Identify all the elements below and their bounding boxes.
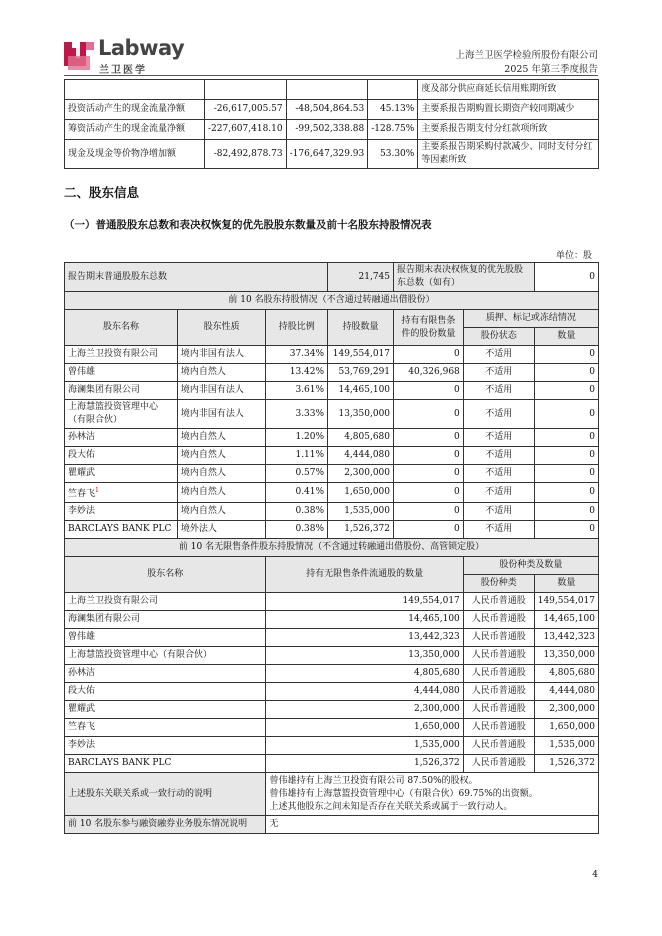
cash-top-note: 度及部分供应商延长信用账期所致	[418, 80, 599, 100]
page-number: 4	[592, 870, 598, 880]
holder-nature: 境内自然人	[177, 447, 266, 465]
col-restricted: 持有有限售条件的股份数量	[394, 310, 464, 346]
table-row	[65, 593, 599, 611]
holder-qty: 14,465,100	[328, 382, 394, 400]
table-row	[65, 816, 599, 834]
margin-value: 无	[266, 816, 599, 834]
table-row	[65, 292, 599, 310]
holder-count: 0	[534, 447, 598, 465]
unres-count: 4,444,080	[534, 683, 598, 701]
holder-nature: 境内自然人	[177, 364, 266, 382]
table-row	[65, 364, 599, 382]
holder-name: 段大佑	[65, 447, 178, 465]
cash-reason: 主要系报告期支付分红款项所致	[418, 120, 599, 140]
unres-count: 1,535,000	[534, 737, 598, 755]
table-row	[65, 503, 599, 521]
holder-qty: 149,554,017	[328, 346, 394, 364]
labway-logo-mark-icon	[64, 38, 94, 70]
unres-name: 李妙法	[65, 737, 266, 755]
cash-item: 现金及现金等价物净增加额	[65, 140, 205, 169]
col-ratio: 持股比例	[266, 310, 328, 346]
holder-ratio: 37.34%	[266, 346, 328, 364]
holder-name: 上海兰卫投资有限公司	[65, 346, 178, 364]
holder-restricted: 40,326,968	[394, 364, 464, 382]
relation-line: 曾伟雄持有上海慧篮投资管理中心（有限合伙）69.75%的出资额。	[269, 788, 538, 799]
unres-count: 13,350,000	[534, 647, 598, 665]
holder-status: 不适用	[463, 447, 534, 465]
unres-name: 曾伟雄	[65, 629, 266, 647]
holder-status: 不适用	[463, 521, 534, 539]
cash-prior: -48,504,864.53	[286, 100, 368, 120]
unrestricted-body	[65, 593, 599, 773]
holder-count: 0	[534, 429, 598, 447]
holder-nature: 境内自然人	[177, 483, 266, 503]
cash-current: -26,617,005.57	[205, 100, 287, 120]
holder-name: 竺春飞$^1$	[65, 483, 178, 503]
relation-text	[266, 773, 599, 816]
relation-line: 上述其他股东之间未知是否存在关联关系或属于一致行动人。	[269, 801, 513, 812]
unres-name: 竺春飞	[65, 719, 266, 737]
holder-name: BARCLAYS BANK PLC	[65, 521, 178, 539]
footnote-mark: 1	[95, 487, 99, 494]
table-row	[65, 447, 599, 465]
holder-name: 瞿耀武	[65, 465, 178, 483]
ucol-kind: 股份种类	[463, 575, 534, 593]
unres-count: 14,465,100	[534, 611, 598, 629]
unres-count: 149,554,017	[534, 593, 598, 611]
holder-status: 不适用	[463, 483, 534, 503]
table-row	[65, 382, 599, 400]
holder-nature: 境内自然人	[177, 465, 266, 483]
relation-label: 上述股东关联关系或一致行动的说明	[65, 773, 266, 816]
table-header-row	[65, 557, 599, 575]
holder-qty: 53,769,291	[328, 364, 394, 382]
unres-count: 4,805,680	[534, 665, 598, 683]
holder-ratio: 13.42%	[266, 364, 328, 382]
holder-ratio: 0.38%	[266, 521, 328, 539]
holder-restricted: 0	[394, 400, 464, 429]
cash-change: 53.30%	[368, 140, 418, 169]
unres-qty: 4,805,680	[266, 665, 463, 683]
holder-restricted: 0	[394, 346, 464, 364]
holder-ratio: 3.33%	[266, 400, 328, 429]
unres-qty: 4,444,080	[266, 683, 463, 701]
table-row	[65, 80, 599, 100]
holder-ratio: 3.61%	[266, 382, 328, 400]
col-nature: 股东性质	[177, 310, 266, 346]
holder-nature: 境内自然人	[177, 503, 266, 521]
header-report: 2025 年第三季度报告	[504, 64, 598, 75]
table-row	[65, 611, 599, 629]
unres-qty: 1,650,000	[266, 719, 463, 737]
holder-nature: 境内非国有法人	[177, 382, 266, 400]
table-row	[65, 465, 599, 483]
table-row	[65, 429, 599, 447]
holder-count: 0	[534, 364, 598, 382]
holder-count: 0	[534, 521, 598, 539]
cash-prior: -99,502,338.88	[286, 120, 368, 140]
unit-label: 单位：股	[555, 251, 592, 261]
table-row	[65, 483, 599, 503]
table-row	[65, 737, 599, 755]
holder-nature: 境内自然人	[177, 429, 266, 447]
unres-qty: 149,554,017	[266, 593, 463, 611]
col-qty: 持股数量	[328, 310, 394, 346]
table-row	[65, 539, 599, 557]
cash-reason: 主要系报告期购置长期资产较同期减少	[418, 100, 599, 120]
holder-status: 不适用	[463, 465, 534, 483]
unres-kind: 人民币普通股	[463, 647, 534, 665]
unres-qty: 13,350,000	[266, 647, 463, 665]
table-row	[65, 120, 599, 140]
holder-qty: 1,535,000	[328, 503, 394, 521]
holder-status: 不适用	[463, 346, 534, 364]
table-row	[65, 719, 599, 737]
section-title: 二、股东信息	[64, 185, 140, 200]
cash-change: -128.75%	[368, 120, 418, 140]
unres-kind: 人民币普通股	[463, 755, 534, 773]
holder-qty: 4,805,680	[328, 429, 394, 447]
cash-item: 投资活动产生的现金流量净额	[65, 100, 205, 120]
holder-nature: 境内非国有法人	[177, 400, 266, 429]
header-company: 上海兰卫医学检验所股份有限公司	[455, 50, 598, 61]
holder-count: 0	[534, 483, 598, 503]
table-row	[65, 683, 599, 701]
holder-count: 0	[534, 346, 598, 364]
unres-name: 海澜集团有限公司	[65, 611, 266, 629]
holder-restricted: 0	[394, 465, 464, 483]
holder-ratio: 0.41%	[266, 483, 328, 503]
holder-name: 海澜集团有限公司	[65, 382, 178, 400]
unres-name: 段大佑	[65, 683, 266, 701]
unres-qty: 13,442,323	[266, 629, 463, 647]
ucol-kind-group: 股份种类及数量	[463, 557, 598, 575]
unres-count: 2,300,000	[534, 701, 598, 719]
top10-body	[65, 346, 599, 539]
table-header-row	[65, 310, 599, 328]
holder-status: 不适用	[463, 503, 534, 521]
total-holders-label: 报告期末普通股股东总数	[65, 263, 328, 292]
unres-qty: 2,300,000	[266, 701, 463, 719]
unres-kind: 人民币普通股	[463, 611, 534, 629]
header-divider	[64, 75, 598, 76]
relation-line: 曾伟雄持有上海兰卫投资有限公司 87.50%的股权。	[269, 775, 478, 786]
holder-status: 不适用	[463, 382, 534, 400]
shareholder-table	[64, 262, 599, 834]
logo-chinese: 兰卫医学	[99, 65, 147, 76]
ucol-qty: 持有无限售条件流通股的数量	[266, 557, 463, 593]
pref-holders-value: 0	[534, 263, 598, 292]
unres-kind: 人民币普通股	[463, 719, 534, 737]
unres-kind: 人民币普通股	[463, 683, 534, 701]
unres-count: 13,442,323	[534, 629, 598, 647]
unrestricted-title: 前 10 名无限售条件股东持股情况（不含通过转融通出借股份、高管锁定股）	[65, 539, 599, 557]
holder-status: 不适用	[463, 364, 534, 382]
table-row	[65, 629, 599, 647]
cash-reason: 主要系报告期采购付款减少、同时支付分红等因素所致	[418, 140, 599, 169]
ucol-count: 数量	[534, 575, 598, 593]
unres-name: BARCLAYS BANK PLC	[65, 755, 266, 773]
holder-restricted: 0	[394, 447, 464, 465]
cash-prior: -176,647,329.93	[286, 140, 368, 169]
unres-count: 1,526,372	[534, 755, 598, 773]
holder-restricted: 0	[394, 503, 464, 521]
cash-flow-table	[64, 79, 599, 169]
table-row	[65, 263, 599, 292]
unres-kind: 人民币普通股	[463, 629, 534, 647]
holder-count: 0	[534, 382, 598, 400]
holder-ratio: 0.38%	[266, 503, 328, 521]
logo-english: Labway	[98, 36, 185, 60]
holder-nature: 境外法人	[177, 521, 266, 539]
table-row	[65, 701, 599, 719]
holder-nature: 境内非国有法人	[177, 346, 266, 364]
table-row	[65, 100, 599, 120]
table-row	[65, 346, 599, 364]
holder-restricted: 0	[394, 521, 464, 539]
holder-restricted: 0	[394, 382, 464, 400]
unres-kind: 人民币普通股	[463, 737, 534, 755]
unres-kind: 人民币普通股	[463, 665, 534, 683]
col-name: 股东名称	[65, 310, 178, 346]
holder-ratio: 1.11%	[266, 447, 328, 465]
holder-count: 0	[534, 465, 598, 483]
col-pledge: 质押、标记或冻结情况	[463, 310, 598, 328]
unres-kind: 人民币普通股	[463, 701, 534, 719]
holder-count: 0	[534, 503, 598, 521]
cash-item: 筹资活动产生的现金流量净额	[65, 120, 205, 140]
unres-count: 1,650,000	[534, 719, 598, 737]
holder-ratio: 1.20%	[266, 429, 328, 447]
holder-qty: 1,650,000	[328, 483, 394, 503]
holder-name: 上海慧篮投资管理中心（有限合伙）	[65, 400, 178, 429]
unres-name: 上海慧篮投资管理中心（有限合伙）	[65, 647, 266, 665]
top10-title: 前 10 名股东持股情况（不含通过转融通出借股份）	[65, 292, 599, 310]
holder-qty: 2,300,000	[328, 465, 394, 483]
holder-count: 0	[534, 400, 598, 429]
table-row	[65, 647, 599, 665]
subsection-title: （一）普通股股东总数和表决权恢复的优先股股东数量及前十名股东持股情况表	[64, 219, 432, 231]
margin-label: 前 10 名股东参与融资融券业务股东情况说明	[65, 816, 266, 834]
holder-status: 不适用	[463, 400, 534, 429]
company-logo	[64, 36, 184, 74]
unres-qty: 1,535,000	[266, 737, 463, 755]
unres-qty: 1,526,372	[266, 755, 463, 773]
cash-current: -82,492,878.73	[205, 140, 287, 169]
col-status: 股份状态	[463, 328, 534, 346]
ucol-name: 股东名称	[65, 557, 266, 593]
table-row	[65, 140, 599, 169]
holder-restricted: 0	[394, 429, 464, 447]
holder-status: 不适用	[463, 429, 534, 447]
cash-current: -227,607,418.10	[205, 120, 287, 140]
unres-name: 孙林洁	[65, 665, 266, 683]
holder-qty: 4,444,080	[328, 447, 394, 465]
holder-name: 李妙法	[65, 503, 178, 521]
unres-kind: 人民币普通股	[463, 593, 534, 611]
holder-ratio: 0.57%	[266, 465, 328, 483]
unres-qty: 14,465,100	[266, 611, 463, 629]
holder-restricted: 0	[394, 483, 464, 503]
cash-change: 45.13%	[368, 100, 418, 120]
table-row	[65, 755, 599, 773]
holder-qty: 13,350,000	[328, 400, 394, 429]
table-row	[65, 521, 599, 539]
table-row	[65, 400, 599, 429]
holder-name: 孙林洁	[65, 429, 178, 447]
table-row	[65, 665, 599, 683]
col-count: 数量	[534, 328, 598, 346]
total-holders-value: 21,745	[328, 263, 394, 292]
unres-name: 上海兰卫投资有限公司	[65, 593, 266, 611]
table-row	[65, 773, 599, 816]
unres-name: 瞿耀武	[65, 701, 266, 719]
holder-name: 曾伟雄	[65, 364, 178, 382]
holder-qty: 1,526,372	[328, 521, 394, 539]
pref-holders-label: 报告期末表决权恢复的优先股股东总数（如有）	[394, 263, 535, 292]
